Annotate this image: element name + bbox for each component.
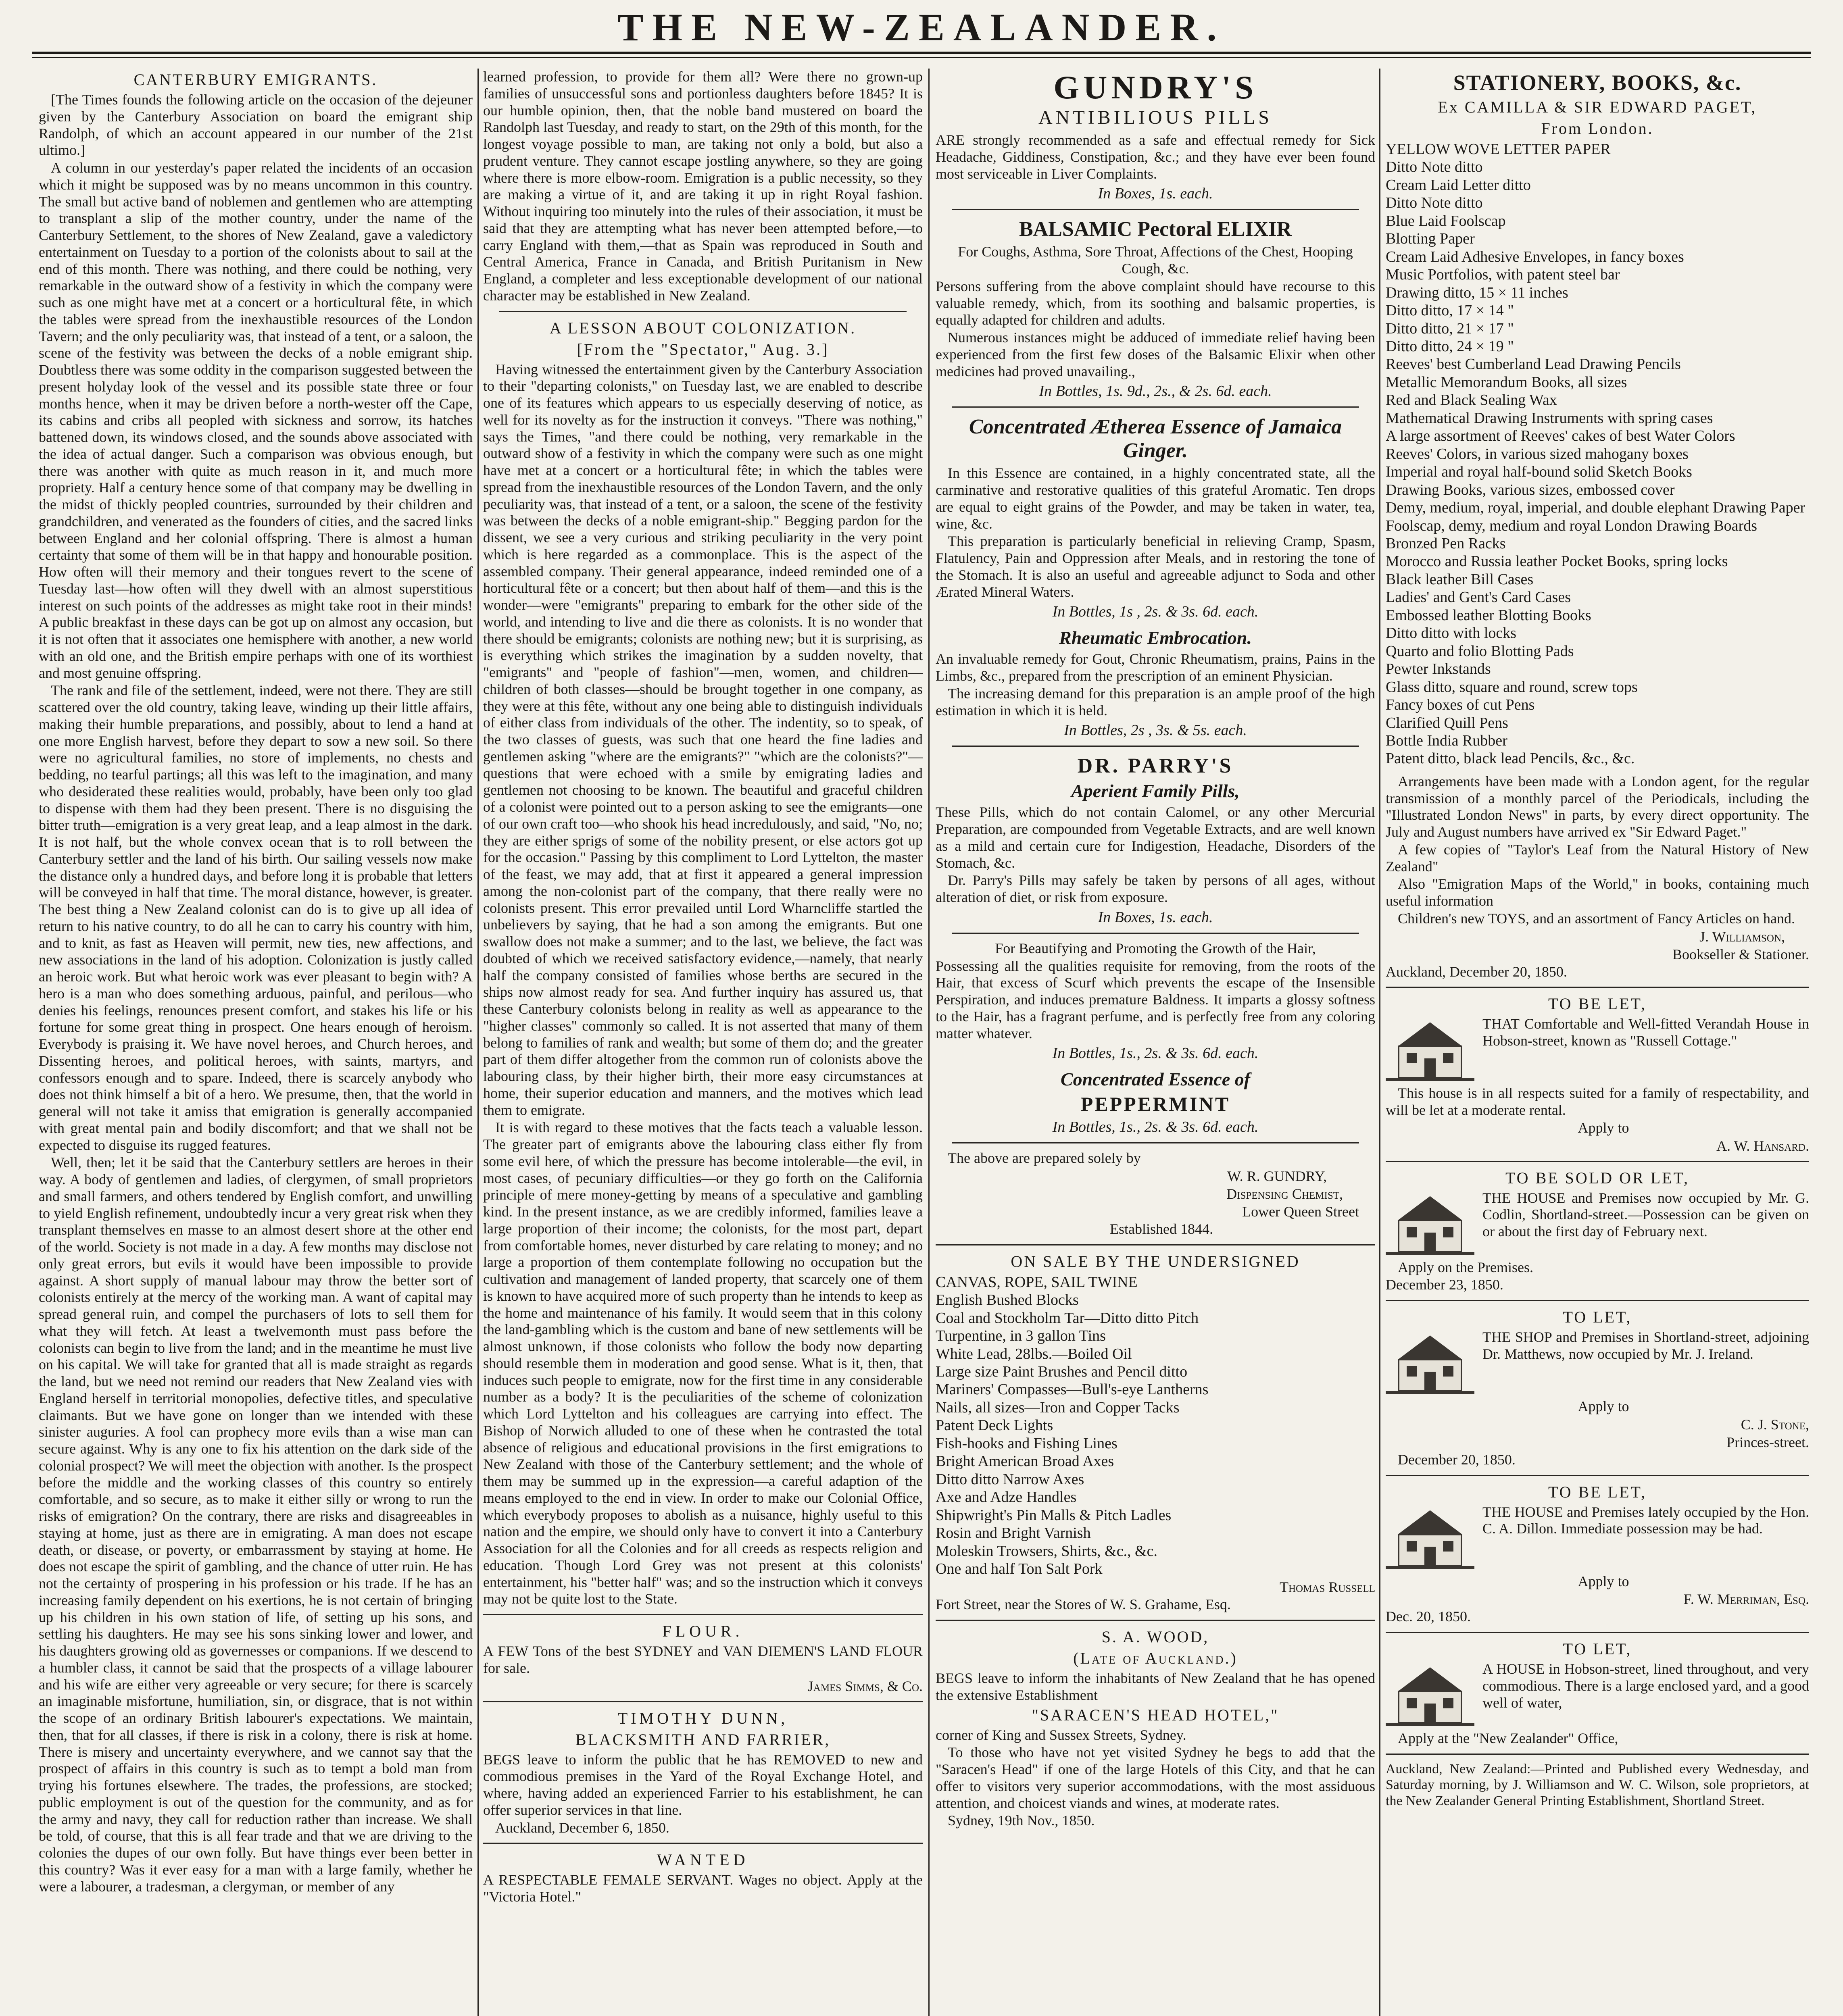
column-divider [928,69,930,2016]
list-item: Quarto and folio Blotting Pads [1386,642,1574,660]
list-item: Blue Laid Foolscap [1386,212,1506,229]
column-2 [483,69,923,2016]
ad-title: STATIONERY, BOOKS, &c. [1453,71,1742,95]
ad-heading: WANTED [657,1851,749,1869]
list-item: Black leather Bill Cases [1386,571,1534,588]
divider [483,1701,923,1702]
ad-heading: TIMOTHY DUNN, [617,1709,788,1727]
ad-subheading: (Late of Auckland.) [1073,1649,1238,1668]
ad-date: Auckland, December 6, 1850. [495,1819,669,1836]
list-item: Glass ditto, square and round, screw tops [1386,678,1638,696]
ad-text: Dr. Parry's Pills may safely be taken by persons of all ages, without alteration of diet, or risk from exposure. [936,872,1375,905]
ad-text: A few copies of "Taylor's Leaf from the Natural History of New Zealand" [1386,841,1809,875]
divider [1386,987,1809,988]
ad-text: ARE strongly recommended as a safe and effectual remedy for Sick Headache, Giddiness, Constipation, &c.; and they have ever been found most serviceable in Liver Complaints. [936,132,1375,182]
column-divider [477,69,479,2016]
ad-title: GUNDRY'S [1053,69,1257,106]
ad-text: An invaluable remedy for Gout, Chronic Rheumatism, prains, Pains in the Limbs, &c., prepared from the prescription of an eminent Physician. [936,651,1375,684]
ad-signature: Thomas Russell [1280,1579,1375,1595]
divider [952,1142,1359,1143]
column-divider [1379,69,1380,2016]
house-illustration-icon [1386,1018,1474,1083]
house-illustration-icon [1386,1331,1474,1396]
list-item: Bronzed Pen Racks [1386,535,1506,552]
list-item: Cream Laid Letter ditto [1386,176,1531,194]
sale-items-list [936,1273,1375,1578]
ad-signature: A. W. Hansard. [1716,1137,1809,1154]
divider [1386,1475,1809,1476]
article-paragraph: Having witnessed the entertainment given by the Canterbury Association to their "departing colonists," on Tuesday last, we are enabled to describe one of its features which appears to us especially deserving of notice, as well for its novelty as for the instruction it conveys. "There was nothing," says the Times, "and there could be nothing, very remarkable in the outward show of a festivity in which the company were such as one might have met at a concert or a horticultural fête; in which the tables were spread from the inexhaustible resources of the London Tavern, and the only peculiarity was, that instead of a tent, or a saloon, the scene of the festivity was between the decks of a noble emigrant-ship." Begging pardon for the dissent, we see a very curious and striking peculiarity in the very point which is here regarded as a commonplace. This is the aspect of the assembled company. Their general appearance, indeed reminded one of a horticultural fête or a concert; but then about half of them—and this is the wonder—were "emigrants" preparing to embark for the other side of the world, and intending to live and die there as colonists. It is no wonder that there should be emigrants; colonists are nothing new; but it is surprising, as is everything which strikes the imagination by a sudden novelty, that "emigrants" and "people of fashion"—men, women, and children—children of both classes—should be brought together in one company, as they were at this fête, without any one being able to distinguish individuals of either class from individuals of the other. The indentity, so to speak, of the two classes of guests, was such that one heard the fine ladies and gentlemen asking "where are the emigrants?" "which are the colonists?"—questions that were echoed with a smile by emigrating ladies and gentlemen not choosing to be known. The beautiful and graceful children of a colonist were pointed out to a person asking to see the emigrants—one of our own craft too—who shook his head incredulously, and said, "No, no; they are either sprigs of some of the nobility present, or else actors got up for the occasion." Passing by this compliment to Lord Lyttelton, the master of the feast, we may add, that at first it appeared a general impression among the non-colonist part of the company, that there really were no colonists present. This error prevailed until Lord Wharncliffe startled the unbelievers by saying, that he had a son among the emigrants. But one swallow does not make a summer; and to the last, we believe, the fact was doubted of which we received satisfactory evidence,—namely, that nearly half the company consisted of families whose berths are secured in the ships now almost ready for sea. And further inquiry has assured us, that these Canterbury colonists belong in reality as well as appearance to the "higher classes" commonly so called. It is not asserted that many of them belong to families of rank and wealth; but some of them do; and the greater part of them differ altogether from the common run of colonists above the labouring class, by their higher birth, their more easy circumstances at home, their superior education and manners, and the motives which lead them to emigrate. [483,361,923,1118]
ad-apply: Apply to [1578,1119,1629,1136]
article-continuation: learned profession, to provide for them all? Were there no grown-up families of unsuccessful sons and portionless daughters before 1845? It is our humble opinion, then, that the noble band mustered on board the Randolph last Tuesday, and ready to start, on the 29th of this month, for the longest voyage possible to man, are taking not only a bold, but also a prudent venture. They cannot escape jostling anywhere, so they are going where there is more elbow-room. Emigration is a public necessity, so they are making a virtue of it, and are taking it up in right Royal fashion. Without inquiring too minutely into the rules of their association, it must be said that they are attempting what has never been attempted before,—to carry England with them,—that as Spain was reproduced in South and Central America, France in Canada, and British Puritanism in New England, a completer and less exceptionable development of our national character may be established in New Zealand. [483,69,923,304]
newspaper-title: THE NEW-ZEALANDER. [617,6,1226,49]
article-paragraph: It is with regard to these motives that the facts teach a valuable lesson. The greater part of emigrants above the labouring class either fly from some evil here, of which the pressure has become intolerable—the evil, in most cases, of pecuniary difficulties—or they go forth on the California principle of mere money-getting by means of a speculative and gambling kind. In the present instance, as we are credibly informed, families leave a large proportion of their income; the colonists, for the most part, depart from comfortable homes, never disturbed by care relating to money; and no large a proportion of them contemplate following no occupation but the cultivation and management of landed property, that scarcely one of them is known to have acquired more of such property than he intends to keep as the home and maintenance of his family. It would seem that in this colony the land-gambling which is the custom and bane of new settlements will be almost unknown, if those colonists who follow the body now departing should resemble them in moderation and good sense. What is it, then, that induces such people to emigrate, now for the first time in any considerable number as a body? It is the peculiarities of the scheme of colonization which Lord Lyttelton and his colleagues are carrying into effect. The Bishop of Norwich alluded to one of these when he contrasted the total absence of religious and educational provisions in the first emigrations to New Zealand with those of the Canterbury settlement; and the whole of them may be summed up in the expression—a careful adaption of the means employed to the end in view. In order to make our Colonial Office, which everybody proposes to abolish as a nuisance, highly useful to this nation and the empire, we should only have to convert it into a Canterbury Association for all the Colonies and for all creeds as respects religion and education. Though Lord Grey was not present at this colonists' entertainment, his "better half" was; and so the instruction which it conveys may not be quite lost to the State. [483,1119,923,1607]
ad-text: THE HOUSE and Premises now occupied by Mr. G. Codlin, Shortland-street.—Possession can be given on or about the first day of February next. [1482,1189,1809,1240]
column-4 [1386,69,1809,2016]
ad-price: In Bottles, 1s , 2s. & 3s. 6d. each. [1052,603,1259,621]
list-item: Metallic Memorandum Books, all sizes [1386,373,1627,391]
divider [936,1620,1375,1621]
ad-title: BALSAMIC Pectoral ELIXIR [1019,218,1292,241]
list-item: Blotting Paper [1386,230,1475,248]
hotel-name: "SARACEN'S HEAD HOTEL," [1032,1706,1279,1724]
ad-heading: TO LET, [1563,1308,1632,1327]
list-item: Ditto ditto Narrow Axes [936,1470,1084,1488]
house-illustration-icon [1386,1663,1474,1728]
list-item: English Bushed Blocks [936,1291,1079,1309]
list-item: Ladies' and Gent's Card Cases [1386,589,1571,606]
divider [1386,1632,1809,1633]
ad-date: December 20, 1850. [1398,1451,1516,1468]
list-item: Ditto ditto, 17 × 14 " [1386,302,1514,319]
ad-title: Rheumatic Embrocation. [1059,627,1252,648]
list-item: Coal and Stockholm Tar—Ditto ditto Pitch [936,1309,1199,1327]
ad-subtitle: For Coughs, Asthma, Sore Throat, Affections of the Chest, Hooping Cough, &c. [958,244,1353,277]
list-item: Bright American Broad Axes [936,1453,1114,1470]
ad-text: Children's new TOYS, and an assortment of Fancy Articles on hand. [1398,910,1795,927]
list-item: Reeves' best Cumberland Lead Drawing Pencils [1386,356,1681,373]
list-item: Nails, all sizes—Iron and Copper Tacks [936,1399,1180,1416]
column-1 [39,69,473,2016]
masthead [0,0,1843,60]
list-item: Rosin and Bright Varnish [936,1524,1091,1542]
ad-text: This preparation is particularly beneficial in relieving Cramp, Spasm, Flatulency, Pain and Oppression after Meals, and in restoring the tone of the Stomach. It is also an useful and agreeable adjunct to Soda and other Ærated Mineral Waters. [936,533,1375,600]
ad-text: To those who have not yet visited Sydney he begs to add that the "Saracen's Head" if one of the large Hotels of this City, and that he can offer to visitors very superior accommodations, with the most assiduous attention, and choicest viands and wines, at moderate rates. [936,1744,1375,1811]
divider [1386,1161,1809,1162]
ad-address: Princes-street. [1726,1434,1809,1450]
ad-signature-role: Bookseller & Stationer. [1672,946,1809,962]
divider [952,746,1359,747]
ad-heading: TO BE LET, [1548,1483,1647,1501]
ad-text: The above are prepared solely by [948,1150,1141,1166]
list-item: Reeves' Colors, in various sized mahogany boxes [1386,445,1689,462]
ad-text: THE SHOP and Premises in Shortland-street, adjoining Dr. Matthews, now occupied by Mr. J. Ireland. [1482,1329,1809,1362]
ad-subtitle: Aperient Family Pills, [1071,781,1240,802]
ad-text: A HOUSE in Hobson-street, lined throughout, and very commodious. There is a large enclosed yard, and a good well of water, [1482,1661,1809,1711]
list-item: Ditto ditto, 21 × 17 " [1386,320,1514,337]
ad-subheading: BLACKSMITH AND FARRIER, [575,1730,831,1749]
list-item: Red and Black Sealing Wax [1386,392,1557,409]
divider [1386,1754,1809,1755]
list-item: Fish-hooks and Fishing Lines [936,1435,1117,1452]
list-item: Shipwright's Pin Malls & Pitch Ladles [936,1506,1172,1524]
ad-price: In Boxes, 1s. each. [1098,185,1213,202]
divider [952,406,1359,408]
ad-signature: C. J. Stone, [1741,1416,1809,1433]
list-item: Mariners' Compasses—Bull's-eye Lantherns [936,1381,1209,1398]
ad-title: Concentrated Essence of [1060,1069,1251,1090]
ad-title: Concentrated Ætherea Essence of Jamaica Ginger. [969,415,1342,462]
column-3 [936,69,1375,2016]
ad-address: Lower Queen Street [1242,1204,1359,1220]
list-item: Clarified Quill Pens [1386,714,1508,731]
list-item: Ditto Note ditto [1386,158,1483,176]
list-item: Imperial and royal half-bound solid Sketch Books [1386,463,1692,481]
article-heading: A LESSON ABOUT COLONIZATION. [549,319,857,337]
ad-apply: Apply to [1578,1573,1629,1589]
divider [499,311,907,312]
ad-date: Sydney, 19th Nov., 1850. [948,1812,1095,1829]
ad-subtitle: Ex CAMILLA & SIR EDWARD PAGET, [1438,98,1757,116]
ad-text: Numerous instances might be adduced of immediate relief having been experienced from the first few doses of the Balsamic Elixir when other medicines had proved unavailing., [936,329,1375,379]
ad-date: Auckland, December 20, 1850. [1386,963,1567,980]
ad-heading: For Beautifying and Promoting the Growth of the Hair, [995,940,1316,956]
ad-text: THAT Comfortable and Well-fitted Verandah House in Hobson-street, known as "Russell Cottage." [1482,1016,1809,1049]
ad-signature: F. W. Merriman, Esq. [1683,1591,1809,1608]
ad-subtitle: ANTIBILIOUS PILLS [1038,107,1272,128]
ad-text: This house is in all respects suited for a family of respectability, and will be let at a moderate rental. [1386,1085,1809,1118]
list-item: YELLOW WOVE LETTER PAPER [1386,141,1611,158]
ad-apply: Apply to [1578,1398,1629,1415]
ad-signature-role: Dispensing Chemist, [1226,1186,1343,1202]
article-heading: CANTERBURY EMIGRANTS. [133,71,378,89]
list-item: Foolscap, demy, medium and royal London Drawing Boards [1386,517,1757,534]
article-paragraph: The rank and file of the settlement, indeed, were not there. They are still scattered over the old country, taking leave, winding up their little affairs, making their humble preparations, and possibly, about to lend a hand at one more English harvest, before they depart to sow a new soil. So there were no agricultural families, no store of implements, no chests and bedding, no tearful partings; all this was left to the imagination, and many who desiderated these realities would, probably, have been only too glad to dispense with them had they been present. There is no disguising the bitter truth—emigration is a very great leap, and a leap almost in the dark. It is not half, but the whole convex ocean that is to roll between the Canterbury settler and the land of his birth. Our sailing vessels now make the distance only a hundred days, and before long it is probable that letters will be conveyed in half that time. The moral distance, however, is greater. The best thing a New Zealand colonist can do is to give up all idea of return to his native country, to do all he can to carry his country with him, and to knit, as fast as Heaven will permit, new ties, new affections, and new associations in the land of his adoption. Colonization is justly called an heroic work. But what heroic work was ever pleasant to begin with? A hero is a man who does something arduous, painful, and perilous—who denies his feelings, renounces present comfort, and stakes his life or his fortune for some great thing in prospect. One hears enough of heroism. Everybody is praising it. We have novel heroes, and Church heroes, and Dissenting heroes, and political heroes, with saints, martyrs, and confessors enough and to spare. Indeed, there is scarcely anybody who does not think himself a bit of a hero. We presume, then, that the world in general will not take it amiss that emigration is generally accompanied with great mental pain and bodily discomfort; and that we shall not be expected to disguise its rugged features. [39,682,473,1153]
masthead-rule [32,52,1811,54]
ad-heading: TO LET, [1563,1640,1632,1658]
list-item: Music Portfolios, with patent steel bar [1386,266,1620,283]
ad-text: Possessing all the qualities requisite for removing, from the roots of the Hair, that excess of Scurf which prevents the escape of the Insensible Perspiration, and induces premature Baldness. It imparts a glossy softness to the Hair, has a fragrant perfume, and is perfectly free from any coloring matter whatever. [936,958,1375,1041]
ad-price: In Bottles, 1s. 9d., 2s., & 2s. 6d. each. [1039,383,1272,400]
list-item: Ditto ditto with locks [1386,625,1517,642]
article-paragraph: A column in our yesterday's paper related the incidents of an occasion which it might be supposed was by no means uncommon in this country. The small but active band of noblemen and gentlemen who are attempting to transplant a slip of the mother country, under the name of the Canterbury Settlement, to the shores of New Zealand, gave a valedictory entertainment on Tuesday to a portion of the colonists about to sail at the end of this month. There was nothing, and there could be nothing, very remarkable in the outward show of a festivity in which the company were such as one might have met at a concert or a horticultural fête, in which the tables were spread from the inexhaustible resources of the London Tavern; and the only peculiarity was, that instead of a tent, or a saloon, the scene of the festivity was between the decks of a noble emigrant ship. Doubtless there was some oddity in the comparison suggested between the present holyday look of the vessel and its possible state three or four months hence, when it may be driven before a north-wester off the Cape, its cabins and cribs all peopled with sickness and sorrow, its hatches battened down, its windows closed, and the sounds above associated with the idea of actual danger. Such a comparison was obvious enough, but there was another with quite as much reason in it, and much more propriety. Half a century hence some of that company may be dwelling in the midst of thickly peopled countries, surrounded by their children and grandchildren, and venerated as the founders of cities, and the sacred links between England and her colonial offspring. There is almost a human certainty that some of them will be in that happy and honourable position. How often will their memory and their tongues revert to the scene of Tuesday last—how often will they dwell with an almost superstitious interest on such points of the addresses as might take root in their minds! A public breakfast in these days can be got up on almost any occasion, but it is not often that it associates one hemisphere with another, a new world with an old one, and the British empire perhaps with one of its worthiest and most genuine offspring. [39,160,473,681]
ad-text: Persons suffering from the above complaint should have recourse to this valuable remedy, which, from its soothing and balsamic properties, is equally adapted for children and adults. [936,278,1375,328]
divider [483,1614,923,1615]
list-item: Moleskin Trowsers, Shirts, &c., &c. [936,1542,1157,1560]
ad-address: Fort Street, near the Stores of W. S. Grahame, Esq. [936,1596,1231,1613]
stationery-list [1386,140,1809,768]
ad-title: DR. PARRY'S [1077,754,1234,778]
ad-signature: James Simms, & Co. [807,1678,923,1694]
list-item: White Lead, 28lbs.—Boiled Oil [936,1345,1132,1362]
ad-text: The increasing demand for this preparation is an ample proof of the high estimation in which it is held. [936,685,1375,719]
divider [952,933,1359,934]
ad-text: A FEW Tons of the best SYDNEY and VAN DIEMEN'S LAND FLOUR for sale. [483,1643,923,1676]
ad-date: Dec. 20, 1850. [1386,1608,1471,1625]
ad-price: In Bottles, 1s., 2s. & 3s. 6d. each. [1052,1045,1259,1062]
ad-text: Also "Emigration Maps of the World," in books, containing much useful information [1386,876,1809,909]
printer-imprint: Auckland, New Zealand:—Printed and Published every Wednesday, and Saturday morning, by J. Williamson and W. C. Wilson, sole proprietors, at the New Zealander General Printing Establishment, Shortland Street. [1386,1761,1809,1808]
list-item: Demy, medium, royal, imperial, and double elephant Drawing Paper [1386,499,1805,516]
ad-signature: J. Williamson, [1699,928,1785,945]
ad-price: In Boxes, 1s. each. [1098,908,1213,926]
ad-heading: ON SALE BY THE UNDERSIGNED [1011,1252,1300,1270]
list-item: Mathematical Drawing Instruments with spring cases [1386,409,1713,427]
article-source: [From the "Spectator," Aug. 3.] [577,340,829,358]
divider [483,1843,923,1844]
ad-text: THE HOUSE and Premises lately occupied by the Hon. C. A. Dillon. Immediate possession may be had. [1482,1504,1809,1537]
masthead-rule-thin [32,57,1811,58]
list-item: Large size Paint Brushes and Pencil ditto [936,1363,1188,1381]
list-item: Morocco and Russia leather Pocket Books, spring locks [1386,553,1728,570]
article-paragraph: Well, then; let it be said that the Canterbury settlers are heroes in their way. A body of gentlemen and ladies, of clergymen, of small proprietors and small farmers, and others tendered by English comfort, and unwilling to yield English refinement, undoubtedly incur a very great risk when they transplant themselves en masse to an almost desert shore at the other end of the world. Society is not made in a day. A few months may disclose not only great errors, but evils it would have been impossible to provide against. A short supply of manual labour may throw the better sort of colonists entirely at the mercy of the working man. A want of capital may spread general ruin, and compel the purchasers of lots to sell them for what they will fetch. At least a twelvemonth must pass before the colonists can begin to live from the land; and in the meantime he must live on his capital. We will take for granted that all is made straight as regards the land, but we need not remind our readers that New Zealand vies with England herself in territorial monopolies, defective titles, and speculative claimants. But we have gone on longer than we intended with these sinister auguries. A fool can prophecy more evils than a wise man can secure against. Why is any one to fix his attention on the dark side of the colonial prospect? We will meet the objection with another. Is the prospect before the middle and the working classes of this country so entirely comfortable, and so secure, as to make it either silly or wrong to run the risks of emigration? On the contrary, there are risks and disagreeables in staying at home, just as there are in emigrating. A man does not escape death, or disease, or poverty, or embarrassment by staying at home. He does not escape the spirit of gambling, and the chance of utter ruin. He has not the certainty of prospering in his profession or his trade. If he has an increasing family dependent on his exertions, he is not certain of bringing up his children in his own station of life, of setting up his sons, and settling his daughters. He may see his sons sinking lower and lower, and his daughters growing old as governesses or companions. If we descend to a humbler class, it cannot be said that the prospects of a village labourer and his wife are either very agreeable or very secure; for there is scarcely an imaginable misfortune, humiliation, sin, or disgrace, that is not within the scope of an ordinary British labourer's expectations. We maintain, then, that for all classes, if there is risk in a colony, there is risk at home. There is misery and uncertainty everywhere, and we cannot say that the prospect of affairs in this country is such as to tempt a bold man from trying his fortunes elsewhere. The trades, the professions, are stocked; public employment is out of the question for the community, and as for the army and navy, they call for reduction rather than increase. We shall be told, of course, that this is all fear trade and that we are driving to the colonies the dupes of our own folly. But have things ever been better in this country? Was it ever easy for a man with a large family, whether he were a labourer, a tradesman, a clergyman, or member of any [39,1154,473,1895]
list-item: A large assortment of Reeves' cakes of best Water Colors [1386,427,1735,445]
article-intro: [The Times founds the following article on the occasion of the dejeuner given by the Canterbury Association on board the emigrant ship Randolph, of which an account appeared in our number of the 21st ultimo.] [39,92,473,158]
ad-date: December 23, 1850. [1386,1277,1503,1293]
ad-text: Arrangements have been made with a London agent, for the regular transmission of a monthly parcel of the Periodicals, including the "Illustrated London News" in parts, by every direct opportunity. The July and August numbers have arrived ex "Sir Edward Paget." [1386,773,1809,840]
list-item: Patent ditto, black lead Pencils, &c., &c. [1386,750,1635,767]
ad-apply: Apply on the Premises. [1398,1259,1533,1275]
list-item: Ditto Note ditto [1386,194,1483,212]
ad-heading: TO BE SOLD OR LET, [1505,1168,1690,1187]
list-item: Drawing ditto, 15 × 11 inches [1386,284,1568,301]
ad-signature: W. R. GUNDRY, [1227,1168,1327,1184]
list-item: Ditto ditto, 24 × 19 " [1386,337,1514,355]
divider [952,209,1359,210]
house-illustration-icon [1386,1506,1474,1571]
list-item: CANVAS, ROPE, SAIL TWINE [936,1273,1138,1291]
ad-text: These Pills, which do not contain Calomel, or any other Mercurial Preparation, are compounded from Vegetable Extracts, and are well known as a mild and certain cure for Indigestion, Headache, Disorders of the Stomach, &c. [936,804,1375,871]
list-item: Bottle India Rubber [1386,732,1507,749]
list-item: Cream Laid Adhesive Envelopes, in fancy boxes [1386,248,1684,265]
ad-apply: Apply at the "New Zealander" Office, [1398,1730,1618,1747]
list-item: Pewter Inkstands [1386,660,1491,678]
list-item: Turpentine, in 3 gallon Tins [936,1327,1106,1345]
ad-heading: S. A. WOOD, [1101,1628,1209,1646]
ad-heading: TO BE LET, [1548,995,1647,1013]
ad-text: BEGS leave to inform the inhabitants of New Zealand that he has opened the extensive Establishment [936,1670,1375,1703]
list-item: Embossed leather Blotting Books [1386,606,1591,624]
ad-text: In this Essence are contained, in a highly concentrated state, all the carminative and restorative qualities of this grateful Aromatic. Ten drops are equal to eight grains of the Powder, and may be taken in water, tea, wine, &c. [936,465,1375,532]
ad-text: BEGS leave to inform the public that he has REMOVED to new and commodious premises in the Yard of the Royal Exchange Hotel, and where, having added an experienced Farrier to his establishment, he can offer superior services in that line. [483,1751,923,1818]
ad-established: Established 1844. [1110,1221,1213,1237]
divider [936,1244,1375,1245]
ad-price: In Bottles, 1s., 2s. & 3s. 6d. each. [1052,1118,1259,1136]
list-item: Fancy boxes of cut Pens [1386,696,1535,714]
ad-text: corner of King and Sussex Streets, Sydney. [936,1727,1186,1743]
list-item: Patent Deck Lights [936,1417,1053,1434]
ad-subtitle: From London. [1541,119,1654,137]
ad-heading: FLOUR. [662,1622,744,1640]
ad-subtitle: PEPPERMINT [1080,1093,1230,1116]
list-item: One and half Ton Salt Pork [936,1560,1103,1577]
list-item: Drawing Books, various sizes, embossed cover [1386,481,1675,498]
house-illustration-icon [1386,1192,1474,1257]
divider [1386,1300,1809,1301]
ad-text: A RESPECTABLE FEMALE SERVANT. Wages no object. Apply at the "Victoria Hotel." [483,1872,923,1905]
ad-price: In Bottles, 2s , 3s. & 5s. each. [1064,722,1247,739]
list-item: Axe and Adze Handles [936,1489,1077,1506]
